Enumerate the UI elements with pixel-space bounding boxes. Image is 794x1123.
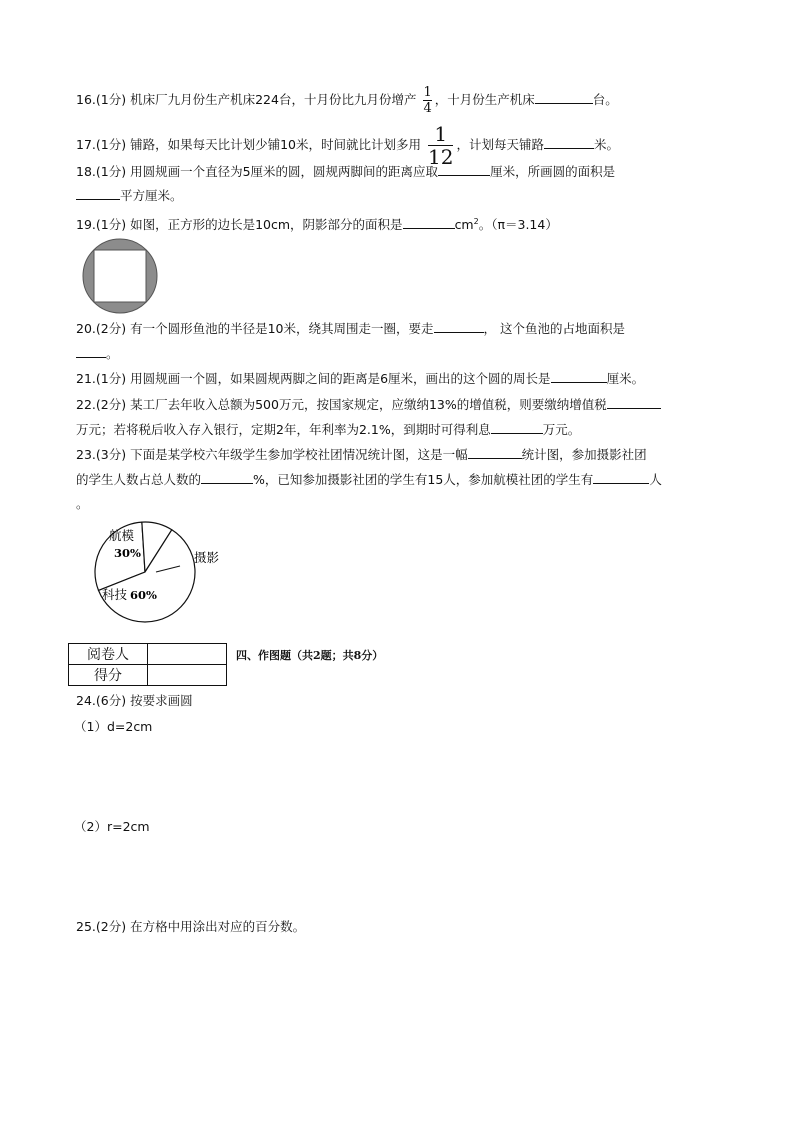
- q23-close: ): [121, 447, 127, 462]
- q19-unit: cm: [454, 217, 474, 233]
- label-aviation: 航模: [109, 528, 135, 543]
- q17-frac-den: 12: [428, 145, 454, 169]
- q23-blank-3[interactable]: [593, 471, 649, 484]
- q19-close: ): [121, 217, 127, 233]
- label-tech-pct: 60%: [130, 588, 157, 602]
- q18-score: 1分: [100, 164, 122, 179]
- question-22-line2: [76, 421, 580, 439]
- q24-close: ): [121, 693, 127, 708]
- question-22: [76, 396, 661, 414]
- section-4-title: 四、作图题（共2题；共8分）: [236, 649, 384, 662]
- q16-frac-den: 4: [423, 101, 432, 116]
- q22-text-a: 某工厂去年收入总额为500万元，按国家规定，应缴纳13%的增值税，则要缴纳增值税: [130, 397, 607, 412]
- reviewer-cell[interactable]: [148, 644, 227, 665]
- q20-text-c: 。: [106, 346, 119, 361]
- q19-circle-square-figure: [80, 236, 160, 316]
- q16-fraction: [423, 86, 431, 115]
- q24-sub-2: （2）r=2cm: [74, 819, 150, 834]
- q17-text-a: 铺路，如果每天比计划少铺10米，时间就比计划多用: [130, 137, 422, 152]
- score-cell[interactable]: [148, 665, 227, 686]
- q23-prefix: 23.(: [76, 447, 101, 462]
- q17-score: 1分: [100, 137, 122, 152]
- q17-text-c: 米。: [593, 137, 619, 152]
- q21-text-a: 用圆规画一个圆，如果圆规两脚之间的距离是6厘米，画出的这个圆的周长是: [130, 371, 551, 386]
- q25-text-a: 在方格中用涂出对应的百分数。: [130, 919, 306, 934]
- q23-text-a: 下面是某学校六年级学生参加学校社团情况统计图，这是一幅: [130, 447, 468, 462]
- q25-score: 2分: [100, 919, 122, 934]
- q17-frac-num: 1: [434, 122, 448, 146]
- q25-prefix: 25.(: [76, 919, 101, 934]
- q20-close: ): [121, 321, 127, 336]
- q19-inner-square: [94, 250, 146, 302]
- score-table-row-reviewer: [69, 644, 227, 665]
- q16-answer-blank[interactable]: [535, 91, 593, 104]
- q23-text-e: 人: [649, 472, 662, 487]
- q22-prefix: 22.(: [76, 397, 101, 412]
- q18-text-b: 厘米，所画圆的面积是: [490, 164, 616, 179]
- q23-blank-1[interactable]: [468, 446, 522, 459]
- q22-blank-1[interactable]: [607, 396, 661, 409]
- score-table: [68, 643, 227, 686]
- question-17: [76, 124, 619, 167]
- question-20: [76, 320, 625, 338]
- q17-prefix: 17.(: [76, 137, 101, 152]
- score-table-row-score: [69, 665, 227, 686]
- q17-text-b: ，计划每天铺路: [456, 137, 544, 152]
- q16-text-b: ，十月份生产机床: [434, 92, 535, 107]
- q20-blank-1[interactable]: [434, 320, 484, 333]
- q16-text-c: 台。: [592, 92, 618, 107]
- score-label: 得分: [69, 665, 148, 686]
- q23-text-c: 的学生人数占总人数的: [76, 472, 202, 487]
- q20-text-b: ， 这个鱼池的占地面积是: [483, 321, 625, 336]
- question-19: [76, 213, 558, 234]
- label-aviation-pct: 30%: [114, 546, 141, 560]
- q22-blank-2[interactable]: [491, 421, 543, 434]
- q22-score: 2分: [100, 397, 122, 412]
- question-16: [76, 86, 618, 115]
- q22-close: ): [121, 397, 127, 412]
- q23-blank-2[interactable]: [201, 471, 253, 484]
- reviewer-label: 阅卷人: [69, 644, 148, 665]
- question-23-line2: [76, 471, 662, 489]
- q21-prefix: 21.(: [76, 371, 101, 386]
- label-photography: 摄影: [194, 550, 220, 565]
- q17-answer-blank[interactable]: [544, 136, 594, 149]
- q16-frac-num: 1: [423, 85, 432, 100]
- q21-score: 1分: [100, 371, 122, 386]
- q19-score: 1分: [100, 217, 122, 233]
- q23-pie-chart: [70, 518, 240, 628]
- q19-text-b: 。（π＝3.14）: [478, 217, 558, 233]
- q19-unit-sup: 2: [473, 217, 479, 226]
- q24-sub-1: （1）d=2cm: [74, 719, 153, 734]
- q16-close: ): [121, 92, 127, 107]
- q21-answer-blank[interactable]: [551, 370, 607, 383]
- q18-close: ): [121, 164, 127, 179]
- q17-fraction: [428, 124, 453, 167]
- q19-prefix: 19.(: [76, 217, 101, 233]
- q19-answer-blank[interactable]: [403, 216, 455, 229]
- label-tech: 科技: [102, 587, 128, 602]
- q25-close: ): [121, 919, 127, 934]
- q18-text-c: 平方厘米。: [120, 188, 183, 203]
- q24-text-a: 按要求画圆: [130, 693, 193, 708]
- question-21: [76, 370, 644, 388]
- question-18-line2: [76, 187, 183, 205]
- q21-close: ): [121, 371, 127, 386]
- q23-text-f: 。: [76, 496, 89, 511]
- q24-score: 6分: [100, 693, 122, 708]
- q17-close: ): [121, 137, 127, 152]
- question-23-line3: [76, 495, 89, 513]
- q23-text-d: %，已知参加摄影社团的学生有15人，参加航模社团的学生有: [253, 472, 594, 487]
- q22-text-b: 万元；若将税后收入存入银行，定期2年，年利率为2.1%，到期时可得利息: [76, 422, 491, 437]
- q20-score: 2分: [100, 321, 122, 336]
- q16-score: 1分: [100, 92, 122, 107]
- q24-prefix: 24.(: [76, 693, 101, 708]
- q20-text-a: 有一个圆形鱼池的半径是10米，绕其周围走一圈，要走: [130, 321, 434, 336]
- q20-blank-2[interactable]: [76, 345, 106, 358]
- question-24: [76, 692, 193, 710]
- q16-text-a: 机床厂九月份生产机床224台，十月份比九月份增产: [130, 92, 417, 107]
- q23-text-b: 统计图，参加摄影社团: [521, 447, 647, 462]
- q23-score: 3分: [100, 447, 122, 462]
- question-23: [76, 446, 647, 464]
- q18-blank-2[interactable]: [76, 187, 120, 200]
- question-18: [76, 163, 615, 181]
- q22-text-c: 万元。: [542, 422, 581, 437]
- q21-text-b: 厘米。: [606, 371, 645, 386]
- q18-prefix: 18.(: [76, 164, 101, 179]
- question-25: [76, 918, 305, 936]
- question-20-line2: [76, 345, 119, 363]
- q19-text-a: 如图，正方形的边长是10cm，阴影部分的面积是: [130, 217, 403, 233]
- q18-blank-1[interactable]: [438, 163, 490, 176]
- q20-prefix: 20.(: [76, 321, 101, 336]
- q16-prefix: 16.(: [76, 92, 101, 107]
- q18-text-a: 用圆规画一个直径为5厘米的圆，圆规两脚间的距离应取: [130, 164, 439, 179]
